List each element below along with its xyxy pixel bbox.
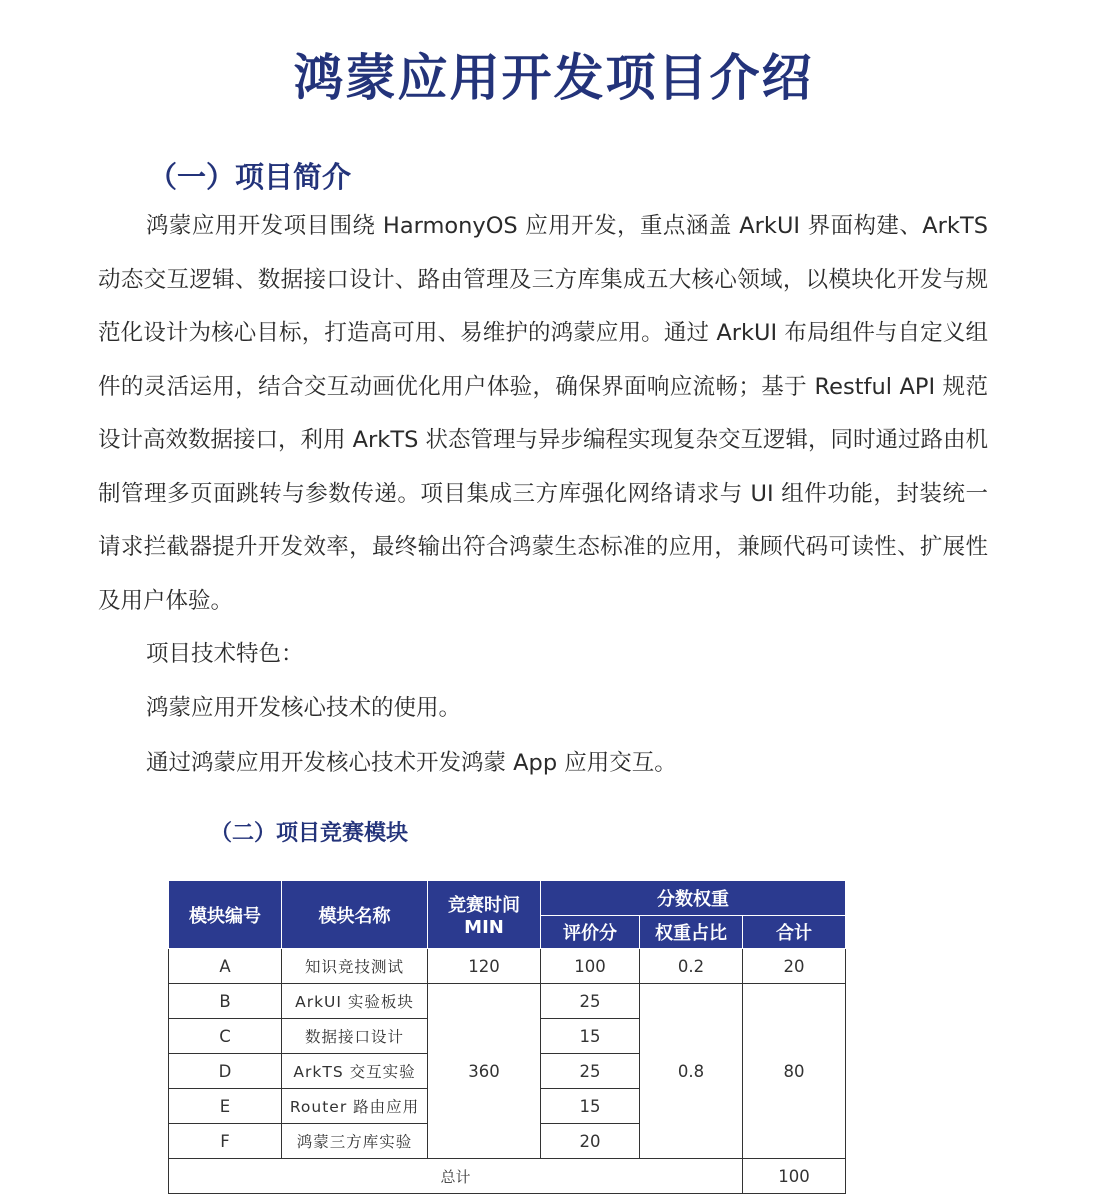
cell-module-name: 鸿蒙三方库实验: [282, 1124, 428, 1159]
cell-time: 120: [428, 949, 541, 984]
feature-item-2: 通过鸿蒙应用开发核心技术开发鸿蒙 App 应用交互。: [146, 750, 677, 776]
cell-module-id: B: [169, 984, 282, 1019]
module-score-table: [168, 880, 846, 1194]
header-time: [428, 881, 541, 949]
cell-total-label: 总计: [169, 1159, 743, 1194]
cell-module-name: 知识竞技测试: [282, 949, 428, 984]
table-total-row: [169, 1159, 846, 1194]
header-eval-score: 评价分: [541, 916, 640, 949]
cell-module-id: F: [169, 1124, 282, 1159]
feature-item-1: 鸿蒙应用开发核心技术的使用。: [146, 695, 462, 721]
cell-module-name: 数据接口设计: [282, 1019, 428, 1054]
cell-module-id: D: [169, 1054, 282, 1089]
table-header-row: [169, 881, 846, 916]
cell-total-value: 100: [743, 1159, 846, 1194]
intro-paragraph: 鸿蒙应用开发项目围绕 HarmonyOS 应用开发，重点涵盖 ArkUI 界面构建、ArkTS 动态交互逻辑、数据接口设计、路由管理及三方库集成五大核心领域，以模块化开发与规范化设计为核心目标，打造高可用、易维护的鸿蒙应用。通过 ArkUI 布局组件与自定义组件的灵活运用，结合交互动画优化用户体验，确保界面响应流畅；基于 Restful API 规范设计高效数据接口，利用 ArkTS 状态管理与异步编程实现复杂交互逻辑，同时通过路由机制管理多页面跳转与参数传递。项目集成三方库强化网络请求与 UI 组件功能，封装统一请求拦截器提升开发效率，最终输出符合鸿蒙生态标准的应用，兼顾代码可读性、扩展性及用户体验。: [98, 213, 989, 614]
cell-module-name: ArkTS 交互实验: [282, 1054, 428, 1089]
header-module-name: 模块名称: [282, 881, 428, 949]
cell-score: 15: [541, 1019, 640, 1054]
cell-group-weight: 0.8: [640, 984, 743, 1159]
cell-score: 20: [541, 1124, 640, 1159]
cell-score: 15: [541, 1089, 640, 1124]
cell-score: 100: [541, 949, 640, 984]
features-label: 项目技术特色：: [146, 641, 304, 667]
header-weight-ratio: 权重占比: [640, 916, 743, 949]
cell-group-time: 360: [428, 984, 541, 1159]
cell-score: 25: [541, 1054, 640, 1089]
table-row: [169, 984, 846, 1019]
cell-weight: 0.2: [640, 949, 743, 984]
cell-score: 25: [541, 984, 640, 1019]
header-time-unit: MIN: [464, 917, 504, 938]
cell-sum: 20: [743, 949, 846, 984]
header-score-weight: 分数权重: [541, 881, 846, 916]
section-heading-intro: （一）项目简介: [148, 160, 352, 194]
section-heading-modules: （二）项目竞赛模块: [210, 821, 409, 846]
table-row: [169, 949, 846, 984]
cell-module-name: ArkUI 实验板块: [282, 984, 428, 1019]
header-module-id: 模块编号: [169, 881, 282, 949]
cell-module-id: C: [169, 1019, 282, 1054]
cell-module-name: Router 路由应用: [282, 1089, 428, 1124]
header-time-label: 竞赛时间: [448, 895, 520, 916]
cell-group-sum: 80: [743, 984, 846, 1159]
cell-module-id: A: [169, 949, 282, 984]
header-sum: 合计: [743, 916, 846, 949]
cell-module-id: E: [169, 1089, 282, 1124]
document-title: 鸿蒙应用开发项目介绍: [293, 48, 814, 107]
